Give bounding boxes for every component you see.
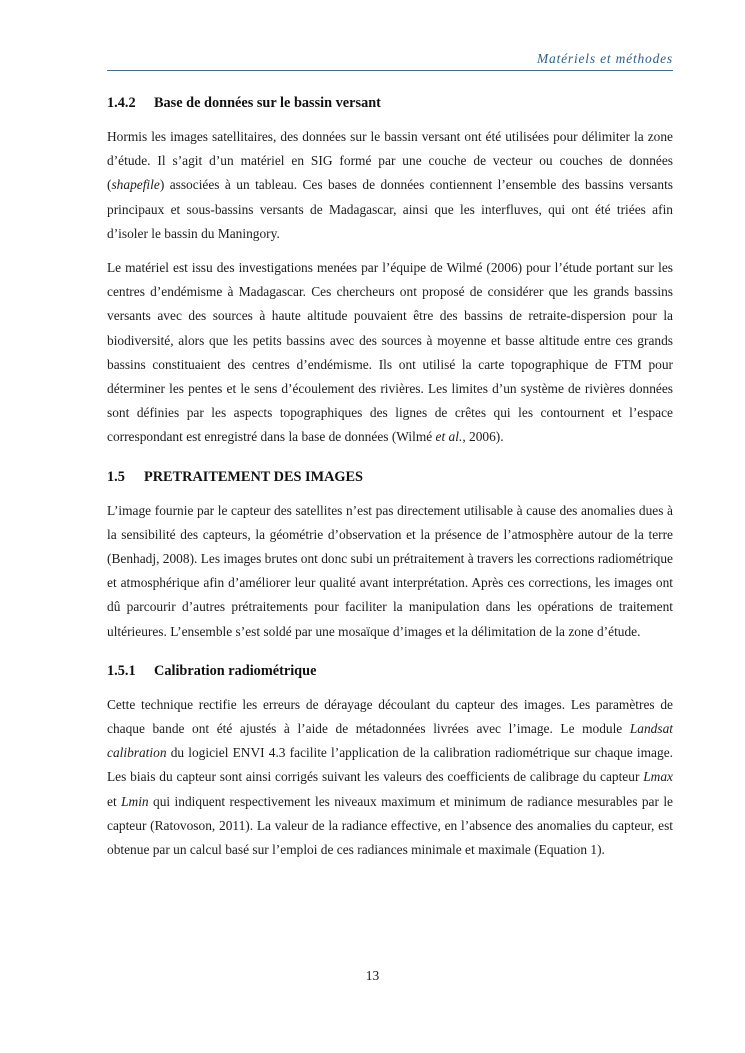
section-title: Base de données sur le bassin versant — [154, 95, 381, 111]
italic-term: Landsat calibration — [107, 721, 673, 761]
running-header — [107, 50, 673, 71]
section-heading-1-5-1 — [107, 661, 673, 681]
text-run: Le matériel est issu des investigations menées par l’équipe de Wilmé (2006) pour l’étude portant sur les centres d’endémisme à Madagascar. Ces chercheurs ont proposé de considérer que les grands bassins versants avec des sources à haute altitude pouvaient être des bassins de retraite-dispersion pour la biodiversité, alors que les petits bassins avec des sources à moyenne et basse altitude entre ces grands bassins constituaient des centres d’endémisme. Ils ont utilisé la carte topographique de FTM pour déterminer les pentes et le sens d’écoulement des rivières. Les limites d’un système de rivières données sont définies par les aspects topographiques des lignes de crêtes qui les contournent et l’espace correspondant est enregistré dans la base de données (Wilmé — [107, 260, 673, 445]
paragraph-calibration — [107, 693, 673, 862]
section-heading-1-5 — [107, 467, 673, 487]
section-heading-1-4-2 — [107, 93, 673, 113]
italic-term: et al. — [435, 429, 463, 445]
text-run: Hormis les images satellitaires, des données sur le bassin versant ont été utilisées pour délimiter la zone d’étude. Il s’agit d’un matériel en SIG formé par une couche de vecteur ou couches de données ( — [107, 129, 673, 193]
text-run: ) associées à un tableau. Ces bases de données contiennent l’ensemble des bassins versants principaux et sous-bassins versants de Madagascar, ainsi que les interfluves, qui ont été triées afin d’isoler le bassin du Maningory. — [107, 177, 673, 241]
running-header-title: Matériels et méthodes — [536, 51, 673, 66]
italic-term: Lmax — [643, 769, 673, 785]
section-number: 1.4.2 — [107, 95, 136, 111]
section-title: PRETRAITEMENT DES IMAGES — [144, 468, 363, 485]
text-run: du logiciel ENVI 4.3 facilite l’application de la calibration radiométrique sur chaque image. Les biais du capteur sont ainsi corrigés suivant les valeurs des coefficients de calibrage du capteur — [107, 745, 673, 785]
section-title: Calibration radiométrique — [154, 662, 317, 679]
text-run: Cette technique rectifie les erreurs de dérayage découlant du capteur des images. Les paramètres de chaque bande ont été ajustés à l’aide de métadonnées livrées avec l’image. Le module — [107, 696, 673, 737]
italic-term: shapefile — [111, 177, 160, 193]
page-number: 13 — [365, 968, 380, 983]
paragraph-shapefile-data — [107, 125, 673, 246]
section-number: 1.5.1 — [107, 662, 136, 679]
section-number: 1.5 — [107, 468, 125, 485]
paragraph-pretraitement: L’image fournie par le capteur des satellites n’est pas directement utilisable à cause des anomalies dues à la sensibilité des capteurs, la géométrie d’observation et la présence de l’atmosphère autour de la terre (Benhadj, 2008). Les images brutes ont donc subi un prétraitement à travers les corrections radiométrique et atmosphérique afin d’améliorer leur qualité avant interprétation. Après ces corrections, les images ont dû parcourir d’autres prétraitements pour faciliter la manipulation dans les opérations de traitement ultérieures. L’ensemble s’est soldé par une mosaïque d’images et la délimitation de la zone d’étude. — [107, 502, 673, 639]
text-run: et — [107, 793, 122, 809]
text-run: qui indiquent respectivement les niveaux maximum et minimum de radiance mesurables par le capteur (Ratovoson, 2011). La valeur de la radiance effective, en l’absence des anomalies du capteur, est obtenue par un calcul basé sur l’emploi de ces radiances minimale et maximale (Equation 1). — [107, 793, 673, 858]
page-body — [107, 93, 673, 862]
italic-term: Lmin — [121, 793, 149, 809]
paragraph-wilme-investigations — [107, 256, 673, 450]
text-run: , 2006). — [462, 429, 504, 445]
